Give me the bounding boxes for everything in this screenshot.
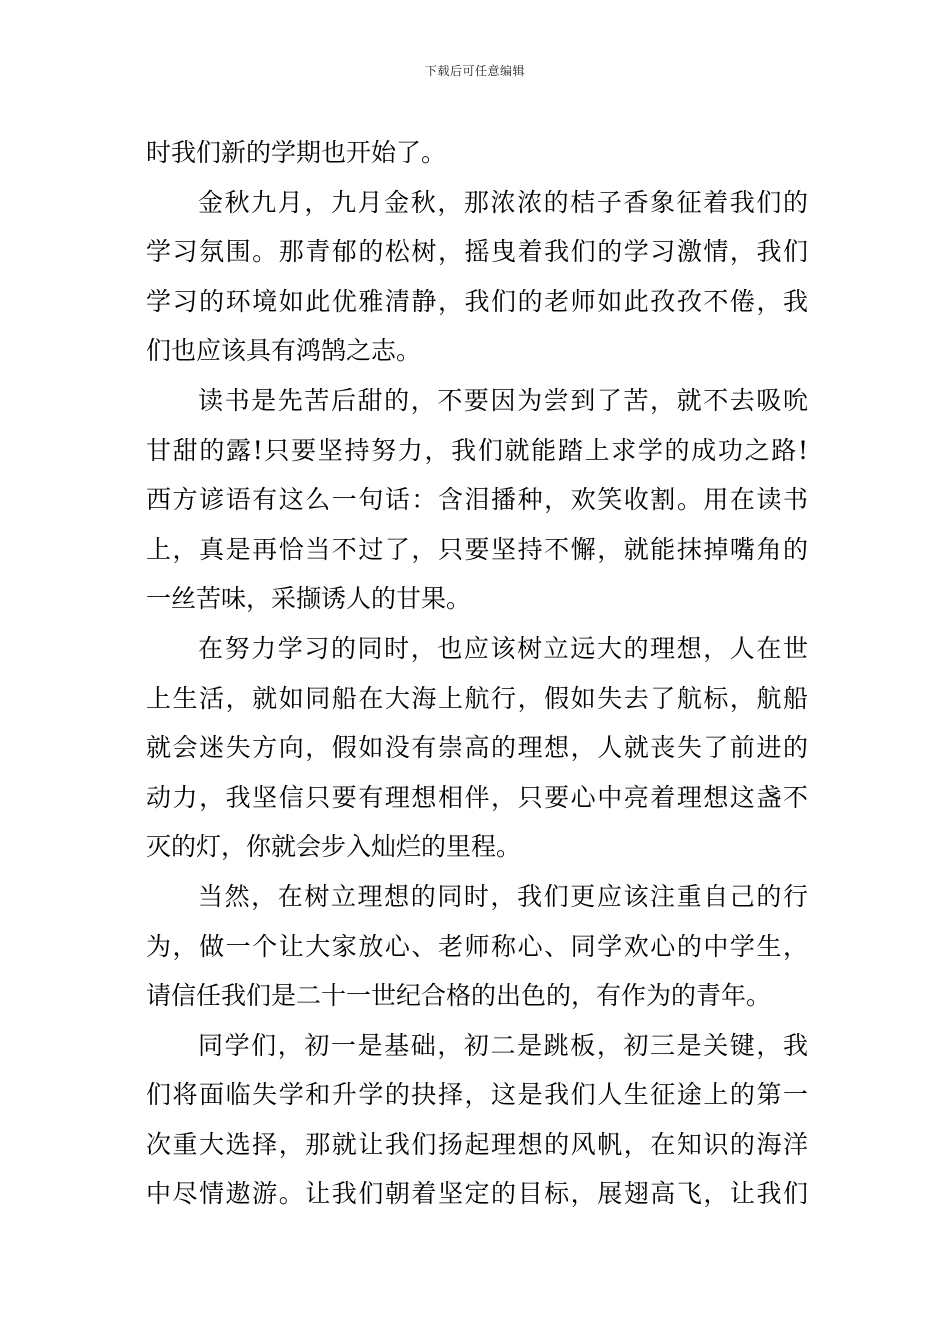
text-line: 次重大选择，那就让我们扬起理想的风帆，在知识的海洋 xyxy=(146,1129,808,1159)
text-line: 中尽情遨游。让我们朝着坚定的目标，展翅高飞，让我们 xyxy=(146,1179,808,1209)
body-text xyxy=(146,128,808,1219)
text-line: 上生活，就如同船在大海上航行，假如失去了航标，航船 xyxy=(146,683,808,713)
text-line: 学习氛围。那青郁的松树，摇曳着我们的学习激情，我们 xyxy=(146,237,808,267)
header-note: 下载后可任意编辑 xyxy=(424,64,525,78)
paragraph-first-line: 在努力学习的同时，也应该树立远大的理想，人在世 xyxy=(198,633,808,663)
text-line: 一丝苦味，采撷诱人的甘果。 xyxy=(146,584,472,614)
text-line: 请信任我们是二十一世纪合格的出色的，有作为的青年。 xyxy=(146,981,772,1011)
text-line: 时我们新的学期也开始了。 xyxy=(146,138,447,167)
paragraph-first-line: 金秋九月，九月金秋，那浓浓的桔子香象征着我们的 xyxy=(198,187,808,217)
text-line: 西方谚语有这么一句话：含泪播种，欢笑收割。用在读书 xyxy=(146,485,808,515)
text-line: 为，做一个让大家放心、老师称心、同学欢心的中学生， xyxy=(146,931,808,961)
paragraph-first-line: 同学们，初一是基础，初二是跳板，初三是关键，我 xyxy=(198,1030,808,1060)
text-line: 们也应该具有鸿鹄之志。 xyxy=(146,336,422,366)
text-line: 动力，我坚信只要有理想相伴，只要心中亮着理想这盏不 xyxy=(146,782,808,812)
paragraph-first-line: 当然，在树立理想的同时，我们更应该注重自己的行 xyxy=(198,881,808,911)
text-line: 甘甜的露!只要坚持努力，我们就能踏上求学的成功之路! xyxy=(146,435,808,465)
text-line: 灭的灯，你就会步入灿烂的里程。 xyxy=(146,832,522,862)
text-line: 上，真是再恰当不过了，只要坚持不懈，就能抹掉嘴角的 xyxy=(146,534,808,564)
text-line: 们将面临失学和升学的抉择，这是我们人生征途上的第一 xyxy=(146,1080,808,1110)
text-line: 学习的环境如此优雅清静，我们的老师如此孜孜不倦，我 xyxy=(146,286,808,316)
text-line: 就会迷失方向，假如没有崇高的理想，人就丧失了前进的 xyxy=(146,733,808,763)
paragraph-first-line: 读书是先苦后甜的，不要因为尝到了苦，就不去吸吮 xyxy=(198,385,808,415)
